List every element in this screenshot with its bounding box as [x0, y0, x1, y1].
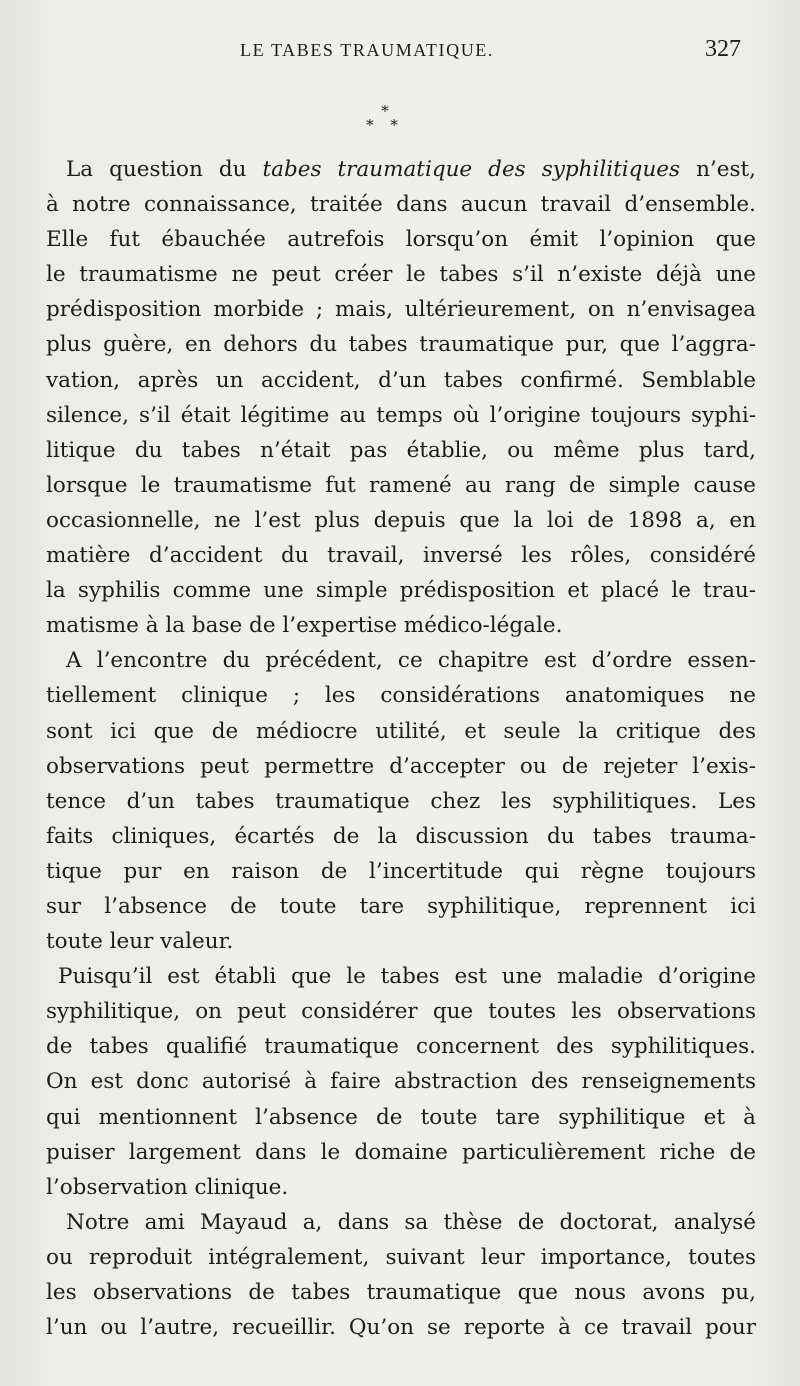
text-line: sont ici que de médiocre utilité, et seule la critique des	[46, 718, 756, 744]
paragraph-2	[46, 643, 756, 959]
text-line: syphilitique, on peut considérer que toutes les observations	[46, 999, 756, 1025]
text-line: matisme à la base de l’expertise médico-légale.	[46, 613, 563, 639]
text-line: de tabes qualifié traumatique concernent des syphilitiques.	[46, 1034, 756, 1060]
text-line: Elle fut ébauchée autrefois lorsqu’on émit l’opinion que	[46, 227, 756, 253]
paragraph-4	[46, 1205, 756, 1345]
text-line: sur l’absence de toute tare syphilitique, reprennent ici	[46, 893, 756, 919]
text-line: l’observation clinique.	[46, 1174, 289, 1200]
section-asterism	[360, 104, 410, 144]
text-line: toute leur valeur.	[46, 929, 234, 955]
paragraph-1	[46, 152, 756, 643]
body-text	[46, 152, 756, 1345]
text-line: prédisposition morbide ; mais, ultérieurement, on n’envisagea	[46, 297, 756, 323]
text-segment: La question du	[66, 157, 263, 182]
text-line: puiser largement dans le domaine particulièrement riche de	[46, 1139, 756, 1165]
text-line: tence d’un tabes traumatique chez les syphilitiques. Les	[46, 788, 756, 814]
running-title: LE TABES TRAUMATIQUE.	[240, 40, 494, 60]
page-number: 327	[705, 36, 741, 62]
text-line: à notre connaissance, traitée dans aucun travail d’ensemble.	[46, 192, 756, 218]
text-line: observations peut permettre d’accepter ou de rejeter l’exis-	[46, 753, 756, 779]
text-line: ou reproduit intégralement, suivant leur importance, toutes	[46, 1244, 756, 1270]
text-line: qui mentionnent l’absence de toute tare syphilitique et à	[46, 1104, 756, 1130]
text-line: les observations de tabes traumatique que nous avons pu,	[46, 1280, 756, 1305]
text-line: lorsque le traumatisme fut ramené au rang de simple cause	[46, 472, 756, 498]
text-segment: n’est,	[680, 157, 756, 182]
text-line	[46, 152, 756, 187]
text-line: tique pur en raison de l’incertitude qui règne toujours	[46, 858, 756, 884]
text-line: faits cliniques, écartés de la discussion du tabes trauma-	[46, 823, 756, 849]
text-line: vation, après un accident, d’un tabes confirmé. Semblable	[46, 367, 756, 393]
text-line: litique du tabes n’était pas établie, ou même plus tard,	[46, 437, 756, 463]
italic-phrase: tabes traumatique des syphilitiques	[262, 157, 681, 182]
text-line: matière d’accident du travail, inversé les rôles, considéré	[46, 543, 756, 569]
page-header	[0, 36, 800, 66]
text-line: l’un ou l’autre, recueillir. Qu’on se reporte à ce travail pour	[46, 1315, 756, 1341]
text-line: tiellement clinique ; les considérations anatomiques ne	[46, 683, 756, 709]
text-line: Notre ami Mayaud a, dans sa thèse de doctorat, analysé	[66, 1209, 756, 1235]
text-line: le traumatisme ne peut créer le tabes s’il n’existe déjà une	[46, 262, 756, 288]
text-line: A l’encontre du précédent, ce chapitre est d’ordre essen-	[66, 648, 756, 674]
text-line: Puisqu’il est établi que le tabes est une maladie d’origine	[58, 964, 756, 990]
text-line: On est donc autorisé à faire abstraction des renseignements	[46, 1069, 756, 1095]
asterism-top: *	[381, 102, 389, 120]
asterism-bottom: * *	[366, 116, 404, 134]
paragraph-3	[46, 959, 756, 1205]
text-line: plus guère, en dehors du tabes traumatique pur, que l’aggra-	[46, 332, 756, 358]
text-line: occasionnelle, ne l’est plus depuis que la loi de 1898 a, en	[46, 507, 756, 533]
text-line: la syphilis comme une simple prédisposition et placé le trau-	[46, 578, 756, 604]
text-line: silence, s’il était légitime au temps où l’origine toujours syphi-	[46, 402, 756, 428]
